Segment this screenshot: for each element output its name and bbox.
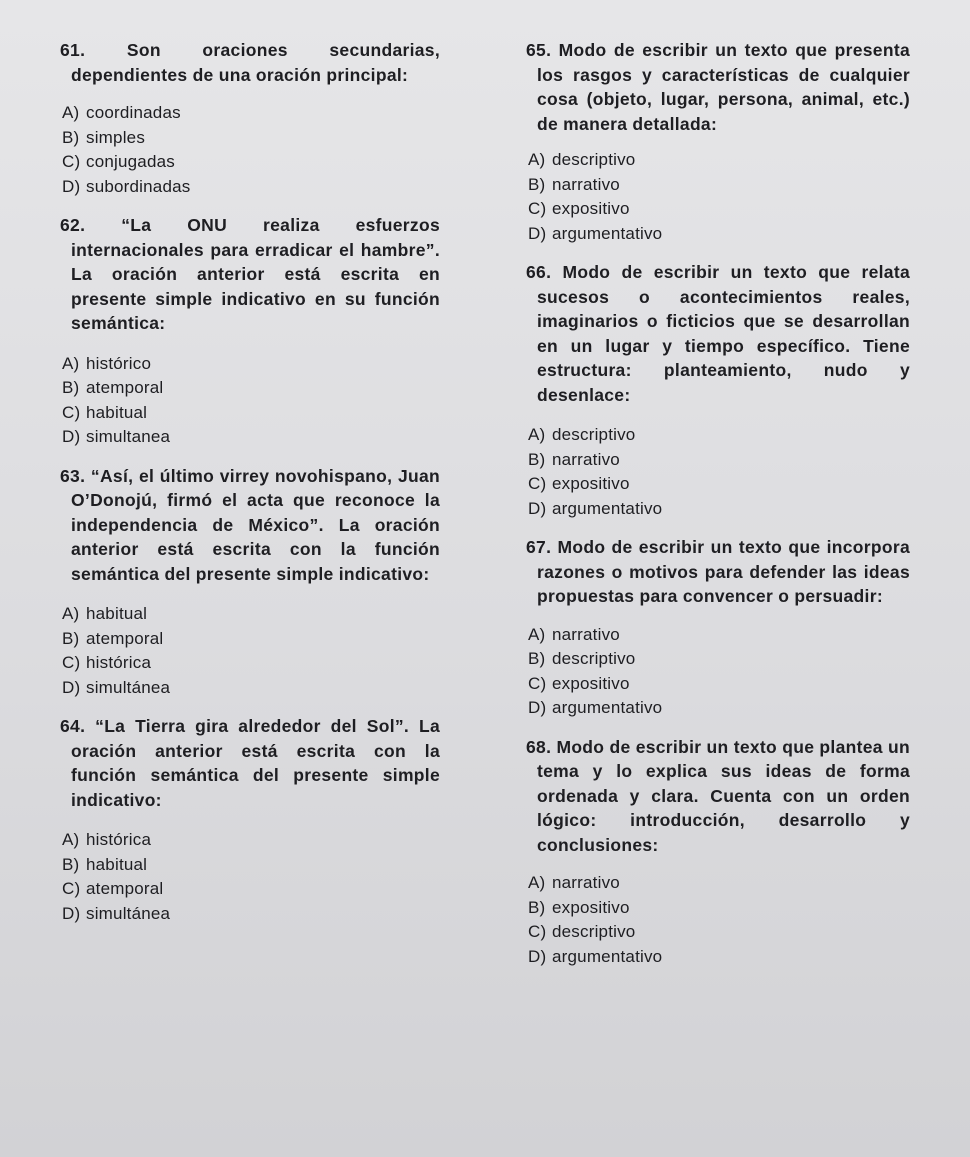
question-stem (526, 260, 910, 407)
answer-options (526, 148, 910, 246)
option-text: descriptivo (552, 922, 636, 941)
question-64 (60, 714, 440, 926)
answer-option[interactable] (526, 173, 910, 198)
answer-option[interactable] (526, 222, 910, 247)
option-text: simples (86, 127, 146, 147)
question-63 (60, 464, 440, 715)
option-letter: D) (62, 903, 81, 923)
spacer (526, 609, 910, 623)
answer-option[interactable] (60, 828, 440, 853)
answer-option[interactable] (526, 647, 910, 672)
answer-option[interactable] (60, 376, 440, 401)
question-number: 62. (60, 215, 86, 235)
spacer (60, 87, 440, 101)
question-text: “La Tierra gira alrededor del Sol”. La oración anterior está escrita con la función semántica del presente simple indicativo: (71, 716, 440, 810)
option-letter: C) (62, 152, 81, 171)
answer-option[interactable] (526, 696, 910, 721)
answer-option[interactable] (526, 871, 910, 896)
answer-option[interactable] (60, 401, 440, 426)
option-letter: B) (528, 174, 546, 194)
answer-option[interactable] (526, 945, 910, 970)
option-text: histórico (86, 353, 152, 373)
option-letter: B) (62, 854, 80, 874)
answer-options (526, 623, 910, 721)
option-letter: B) (528, 649, 546, 668)
option-text: simultanea (86, 427, 171, 446)
option-letter: C) (528, 474, 547, 493)
question-stem (60, 714, 440, 812)
answer-option[interactable] (60, 853, 440, 878)
option-letter: C) (528, 199, 547, 218)
option-text: argumentativo (552, 946, 663, 966)
question-68 (526, 735, 910, 970)
option-text: narrativo (552, 449, 620, 469)
question-text: Modo de escribir un texto que plantea un tema y lo explica sus ideas de forma ordenada y clara. Cuenta con un orden lógico: introducción, desarrollo y conclusiones: (537, 736, 910, 855)
answer-option[interactable] (60, 902, 440, 927)
question-65 (526, 38, 910, 260)
spacer (60, 199, 440, 213)
question-text: “La ONU realiza esfuerzos internacionales para erradicar el hambre”. La oración anterior está escrita en presente simple indicativo en su función semántica: (71, 215, 440, 333)
answer-option[interactable] (526, 423, 910, 448)
option-text: histórica (86, 830, 152, 849)
option-text: descriptivo (552, 425, 636, 444)
option-text: argumentativo (552, 498, 663, 518)
question-61 (60, 38, 440, 213)
option-text: coordinadas (86, 103, 181, 122)
option-letter: B) (528, 449, 546, 469)
question-text: Modo de escribir un texto que relata sucesos o acontecimientos reales, imaginarios o ficticios que se desarrollan en un lugar y tiempo específico. Tiene estructura: planteamiento, nudo y desenlace: (537, 262, 910, 405)
question-number: 66. (526, 262, 552, 282)
option-text: simultánea (86, 677, 171, 697)
spacer (60, 812, 440, 828)
answer-option[interactable] (60, 150, 440, 175)
option-text: simultánea (86, 903, 171, 923)
answer-option[interactable] (526, 472, 910, 497)
question-text: Modo de escribir un texto que incorpora razones o motivos para defender las ideas propuestas para convencer o persuadir: (537, 537, 910, 606)
answer-option[interactable] (526, 448, 910, 473)
answer-option[interactable] (60, 352, 440, 377)
question-66 (526, 260, 910, 535)
question-text: Son oraciones secundarias, dependientes de una oración principal: (71, 40, 441, 85)
option-letter: D) (528, 498, 547, 518)
option-letter: B) (62, 378, 80, 397)
answer-option[interactable] (60, 877, 440, 902)
answer-option[interactable] (60, 602, 440, 627)
option-text: atemporal (86, 879, 164, 898)
left-column (60, 38, 440, 926)
option-letter: A) (62, 604, 80, 623)
spacer (60, 700, 440, 714)
option-text: habitual (86, 604, 148, 623)
answer-option[interactable] (60, 676, 440, 701)
option-text: narrativo (552, 873, 620, 892)
answer-options (60, 352, 440, 450)
question-number: 67. (526, 537, 552, 557)
spacer (60, 586, 440, 602)
spacer (526, 407, 910, 423)
spacer (60, 450, 440, 464)
question-stem (60, 213, 440, 336)
spacer (526, 521, 910, 535)
answer-options (526, 871, 910, 969)
question-stem (526, 38, 910, 136)
option-text: narrativo (552, 174, 620, 194)
option-letter: C) (528, 922, 547, 941)
answer-option[interactable] (526, 672, 910, 697)
option-text: expositivo (552, 897, 630, 917)
option-text: argumentativo (552, 223, 663, 243)
question-67 (526, 535, 910, 735)
question-62 (60, 213, 440, 464)
option-letter: B) (62, 628, 80, 648)
option-letter: C) (62, 653, 81, 672)
option-text: descriptivo (552, 150, 636, 169)
option-text: habitual (86, 854, 148, 874)
answer-option[interactable] (526, 497, 910, 522)
answer-option[interactable] (526, 920, 910, 945)
answer-options (60, 828, 440, 926)
option-letter: D) (62, 677, 81, 697)
answer-option[interactable] (60, 101, 440, 126)
question-number: 63. (60, 465, 86, 486)
question-stem (60, 464, 440, 587)
option-text: argumentativo (552, 698, 663, 717)
option-text: habitual (86, 402, 148, 422)
option-text: atemporal (86, 628, 164, 648)
option-letter: D) (62, 176, 81, 196)
answer-option[interactable] (60, 175, 440, 200)
option-letter: D) (528, 946, 547, 966)
option-letter: A) (62, 830, 80, 849)
option-letter: C) (62, 402, 81, 422)
option-text: narrativo (552, 624, 620, 644)
option-text: expositivo (552, 673, 630, 693)
option-letter: D) (528, 698, 547, 717)
option-text: expositivo (552, 474, 630, 493)
answer-option[interactable] (60, 126, 440, 151)
spacer (60, 336, 440, 352)
question-number: 68. (526, 736, 552, 757)
question-stem (526, 535, 910, 609)
question-stem (60, 38, 440, 87)
spacer (526, 857, 910, 871)
option-letter: D) (528, 223, 547, 243)
answer-options (60, 602, 440, 700)
question-text: Modo de escribir un texto que presenta los rasgos y características de cualquier cosa (objeto, lugar, persona, animal, etc.) de manera detallada: (537, 40, 910, 134)
option-letter: A) (528, 150, 546, 169)
option-letter: B) (62, 127, 80, 147)
option-text: conjugadas (86, 152, 175, 171)
spacer (526, 136, 910, 148)
option-text: descriptivo (552, 649, 636, 668)
question-number: 64. (60, 716, 86, 736)
spacer (526, 246, 910, 260)
option-letter: A) (528, 624, 546, 644)
question-text: “Así, el último virrey novohispano, Juan O’Donojú, firmó el acta que reconoce la independencia de México”. La oración anterior está escrita con la función semántica del presente simple indicativo: (71, 465, 440, 584)
option-letter: C) (528, 673, 547, 693)
question-number: 61. (60, 40, 86, 60)
answer-option[interactable] (60, 651, 440, 676)
option-text: subordinadas (86, 176, 191, 196)
answer-option[interactable] (526, 148, 910, 173)
answer-options (526, 423, 910, 521)
answer-option[interactable] (60, 627, 440, 652)
option-text: expositivo (552, 199, 630, 218)
right-column (526, 38, 910, 969)
option-letter: D) (62, 427, 81, 446)
answer-option[interactable] (60, 425, 440, 450)
answer-option[interactable] (526, 623, 910, 648)
answer-option[interactable] (526, 896, 910, 921)
option-letter: C) (62, 879, 81, 898)
option-letter: A) (62, 103, 80, 122)
option-letter: B) (528, 897, 546, 917)
option-text: atemporal (86, 378, 164, 397)
option-letter: A) (528, 425, 546, 444)
option-text: histórica (86, 653, 152, 672)
answer-options (60, 101, 440, 199)
answer-option[interactable] (526, 197, 910, 222)
option-letter: A) (62, 353, 80, 373)
question-stem (526, 735, 910, 858)
spacer (526, 721, 910, 735)
option-letter: A) (528, 873, 546, 892)
question-number: 65. (526, 40, 552, 60)
